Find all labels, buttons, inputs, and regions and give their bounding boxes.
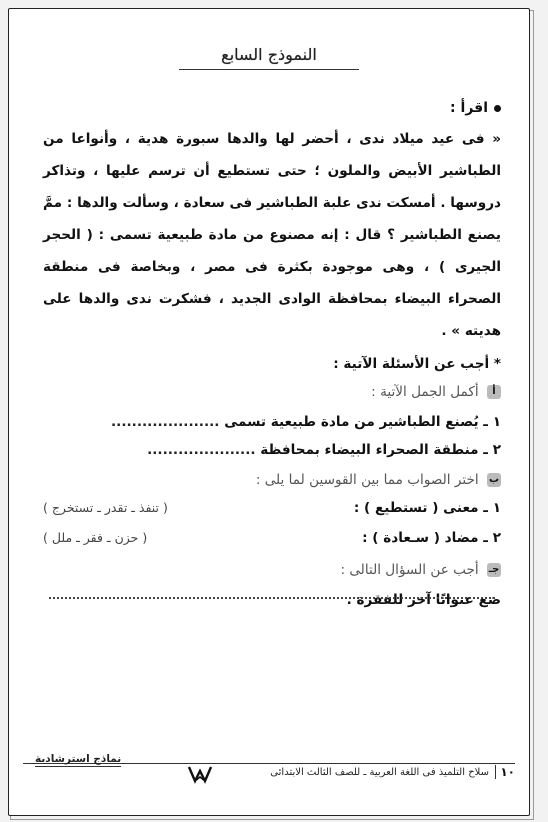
book-title: سلاح التلميذ فى اللغة العربية ـ للصف الثالث الابتدائى	[270, 767, 489, 778]
part-c-label-row	[43, 557, 501, 583]
title-area	[9, 45, 529, 66]
part-b-item-2-choices: ( حزن ـ فقر ـ ملل )	[43, 530, 148, 545]
read-instruction	[43, 97, 501, 119]
part-a-item-2-text: ٢ ـ منطقة الصحراء البيضاء بمحافظة	[260, 442, 501, 458]
bullet-icon	[494, 105, 501, 112]
answer-line[interactable]	[49, 597, 495, 599]
part-b-badge: ب	[488, 474, 500, 485]
part-a-item-2	[43, 437, 501, 463]
page-title: النموذج السابع	[221, 45, 317, 64]
content	[43, 97, 501, 613]
part-b-item-2	[43, 523, 501, 553]
page-footer	[9, 753, 529, 815]
footer-left-label: نماذج استرشادية	[35, 753, 122, 765]
part-a-label-row	[43, 379, 501, 405]
part-b-item-1-text: ١ ـ معنى ( تستطيع ) :	[353, 500, 501, 516]
worksheet-page	[8, 8, 530, 816]
part-b-label-row	[43, 467, 501, 493]
part-c-badge: جـ	[488, 564, 500, 575]
part-c-question: ضع عنوانًا آخر للفقرة .	[346, 592, 501, 608]
questions-heading: * أجب عن الأسئلة الآتية :	[333, 356, 501, 372]
logo-icon	[185, 763, 215, 785]
part-a-item-1-text: ١ ـ يُصنع الطباشير من مادة طبيعية تسمى	[224, 414, 501, 430]
part-a-badge: أ	[487, 385, 501, 399]
part-b-label: اختر الصواب مما بين القوسين لما يلى :	[255, 472, 479, 488]
part-a-item-1-blank[interactable]: .....................	[111, 414, 220, 430]
part-a-item-1	[43, 409, 501, 435]
reading-passage: « فى عيد ميلاد ندى ، أحضر لها والدها سبورة هدية ، وأنواعا من الطباشير الأبيض والملون ؛ حتى تستطيع أن ترسم عليها ، وتذاكر دروسها . أمسكت ندى علبة الطباشير فى سعادة ، وسألت والدها : ممَّ يصنع الطباشير ؟ قال : إنه مصنوع من مادة طبيعية تسمى : ( الحجر الجيرى ) ، وهى موجودة بكثرة فى مصر ، وبخاصة فى منطقة الصحراء البيضاء بمحافظة الوادى الجديد ، فشكرت ندى والدها على هديته » .	[43, 131, 501, 339]
page-number: ١٠	[495, 765, 515, 779]
part-c-label: أجب عن السؤال التالى :	[340, 562, 479, 578]
part-a-label: أكمل الجمل الآتية :	[371, 384, 479, 400]
part-a-item-2-blank[interactable]: .....................	[147, 442, 256, 458]
read-label: اقرأ :	[450, 100, 488, 116]
part-b-item-2-text: ٢ ـ مضاد ( سـعادة ) :	[362, 530, 501, 546]
part-b-item-1	[43, 493, 501, 523]
title-underline	[179, 69, 359, 70]
part-b-item-1-choices: ( تنفذ ـ تقدر ـ تستخرج )	[43, 500, 168, 515]
